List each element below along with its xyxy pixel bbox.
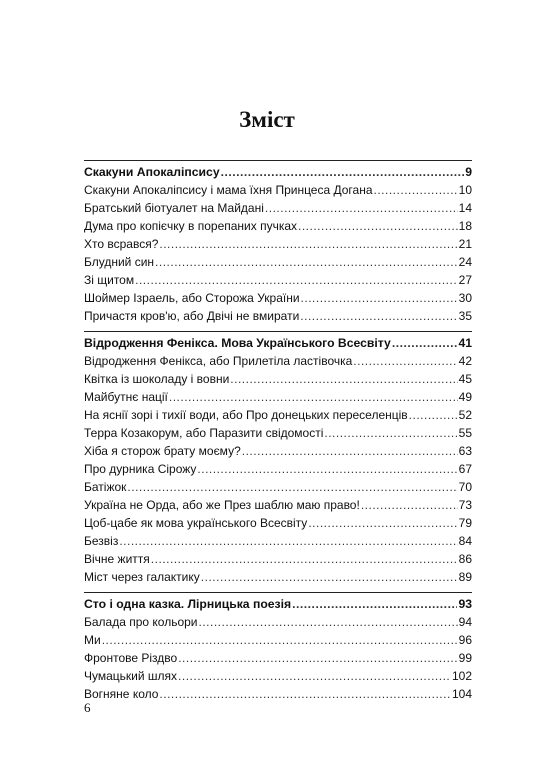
toc-entry-page: 30 <box>458 291 472 305</box>
dot-leader <box>178 667 451 685</box>
toc-entry-title: Блудний син <box>84 255 155 269</box>
dot-leader <box>155 253 458 271</box>
toc-section <box>84 331 472 586</box>
dot-leader <box>300 307 457 325</box>
toc-entry-page: 24 <box>458 255 472 269</box>
page-title: Зміст <box>239 107 295 132</box>
toc-entry <box>84 199 472 217</box>
toc-entry <box>84 217 472 235</box>
dot-leader <box>409 406 458 424</box>
toc-entry-title: Скакуни Апокаліпсису <box>84 165 220 179</box>
toc-entry <box>84 460 472 478</box>
toc-entry-page: 45 <box>458 372 472 386</box>
toc-entry-title: Ми <box>84 633 101 647</box>
dot-leader <box>298 217 458 235</box>
toc-entry-title: Квітка із шоколаду і вовни <box>84 372 230 386</box>
toc-entry <box>84 388 472 406</box>
toc-entry-title: Фронтове Різдво <box>84 651 178 665</box>
toc-entry <box>84 532 472 550</box>
dot-leader <box>392 334 458 352</box>
toc-entry-page: 104 <box>451 687 472 701</box>
dot-leader <box>197 460 457 478</box>
toc-entry-page: 84 <box>458 534 472 548</box>
dot-leader <box>230 370 457 388</box>
toc-entry-title: Про дурника Сірожу <box>84 462 197 476</box>
toc-entry-title: Цоб-цабе як мова українського Всесвіту <box>84 516 308 530</box>
toc-entry <box>84 235 472 253</box>
dot-leader <box>324 424 457 442</box>
toc-entry-page: 99 <box>458 651 472 665</box>
toc-entry-title: Терра Козакорум, або Паразити свідомості <box>84 426 324 440</box>
dot-leader <box>178 649 457 667</box>
toc-entry <box>84 352 472 370</box>
toc-entry-title: Вічне життя <box>84 552 150 566</box>
dot-leader <box>169 388 458 406</box>
toc-entry-title: Україна не Орда, або же През шаблю маю право! <box>84 498 360 512</box>
dot-leader <box>199 613 458 631</box>
dot-leader <box>127 478 457 496</box>
dot-leader <box>242 442 458 460</box>
dot-leader <box>159 235 457 253</box>
toc-entry-page: 70 <box>458 480 472 494</box>
toc-entry-title: Вогняне коло <box>84 687 159 701</box>
toc-section-heading <box>84 163 472 181</box>
toc-entry <box>84 568 472 586</box>
toc-entry <box>84 550 472 568</box>
dot-leader <box>151 550 458 568</box>
toc-entry-title: Відродження Фенікса, або Прилетіла ластівочка <box>84 354 353 368</box>
toc-entry-page: 96 <box>458 633 472 647</box>
toc-entry <box>84 253 472 271</box>
toc-entry-page: 21 <box>458 237 472 251</box>
dot-leader <box>159 685 451 703</box>
toc-entry-title: Балада про кольори <box>84 615 198 629</box>
toc-entry-page: 35 <box>458 309 472 323</box>
toc-entry-title: Міст через галактику <box>84 570 200 584</box>
toc-entry-page: 41 <box>458 336 472 350</box>
toc-entry-title: Відродження Фенікса. Мова Українського Всесвіту <box>84 336 391 350</box>
toc-entry-page: 73 <box>458 498 472 512</box>
toc-entry-page: 42 <box>458 354 472 368</box>
toc-entry-title: Сто і одна казка. Лірницька поезія <box>84 597 292 611</box>
toc-section-heading <box>84 595 472 613</box>
toc-entry-title: Зі щитом <box>84 273 135 287</box>
toc-entry <box>84 442 472 460</box>
toc-section <box>84 160 472 325</box>
toc-entry-page: 18 <box>458 219 472 233</box>
toc-entry-title: Скакуни Апокаліпсису і мама їхня Принцеса Догана <box>84 183 373 197</box>
toc-entry <box>84 667 472 685</box>
toc-section-heading <box>84 334 472 352</box>
toc-entry-page: 10 <box>458 183 472 197</box>
toc-entry <box>84 613 472 631</box>
toc-entry-page: 14 <box>458 201 472 215</box>
toc-entry <box>84 478 472 496</box>
table-of-contents <box>84 160 472 703</box>
toc-entry <box>84 370 472 388</box>
toc-entry-title: Дума про копієчку в порепаних пучках <box>84 219 298 233</box>
toc-entry <box>84 289 472 307</box>
toc-entry-page: 79 <box>458 516 472 530</box>
toc-entry <box>84 424 472 442</box>
toc-entry <box>84 685 472 703</box>
toc-entry-title: Безвіз <box>84 534 119 548</box>
dot-leader <box>308 514 457 532</box>
toc-entry-title: Чумацький шлях <box>84 669 178 683</box>
toc-entry-title: Шоймер Ізраель, або Сторожа України <box>84 291 300 305</box>
toc-entry <box>84 631 472 649</box>
dot-leader <box>265 199 458 217</box>
toc-entry-page: 55 <box>458 426 472 440</box>
toc-entry-page: 89 <box>458 570 472 584</box>
toc-entry-title: Хто всрався? <box>84 237 159 251</box>
toc-entry-title: Хіба я сторож брату моєму? <box>84 444 241 458</box>
dot-leader <box>135 271 458 289</box>
toc-entry-page: 67 <box>458 462 472 476</box>
toc-entry-title: На яснії зорі і тихії води, або Про донецьких переселенців <box>84 408 408 422</box>
dot-leader <box>119 532 457 550</box>
toc-entry-page: 9 <box>465 165 472 179</box>
toc-entry-page: 52 <box>458 408 472 422</box>
page-number: 6 <box>84 700 91 715</box>
toc-entry-title: Батіжок <box>84 480 127 494</box>
dot-leader <box>102 631 458 649</box>
toc-entry <box>84 271 472 289</box>
dot-leader <box>301 289 458 307</box>
toc-entry <box>84 406 472 424</box>
toc-entry-page: 27 <box>458 273 472 287</box>
toc-entry <box>84 307 472 325</box>
toc-entry-page: 63 <box>458 444 472 458</box>
dot-leader <box>292 595 457 613</box>
toc-entry <box>84 181 472 199</box>
dot-leader <box>353 352 457 370</box>
toc-entry-title: Причастя кров'ю, або Двічі не вмирати <box>84 309 300 323</box>
dot-leader <box>201 568 458 586</box>
toc-entry <box>84 514 472 532</box>
dot-leader <box>221 163 465 181</box>
toc-section <box>84 592 472 703</box>
dot-leader <box>374 181 458 199</box>
toc-entry-page: 94 <box>458 615 472 629</box>
toc-entry-page: 86 <box>458 552 472 566</box>
dot-leader <box>361 496 458 514</box>
toc-entry <box>84 649 472 667</box>
toc-entry <box>84 496 472 514</box>
toc-entry-title: Майбутнє нації <box>84 390 168 404</box>
toc-entry-page: 93 <box>458 597 472 611</box>
toc-entry-page: 102 <box>451 669 472 683</box>
toc-entry-page: 49 <box>458 390 472 404</box>
toc-entry-title: Братський біотуалет на Майдані <box>84 201 264 215</box>
